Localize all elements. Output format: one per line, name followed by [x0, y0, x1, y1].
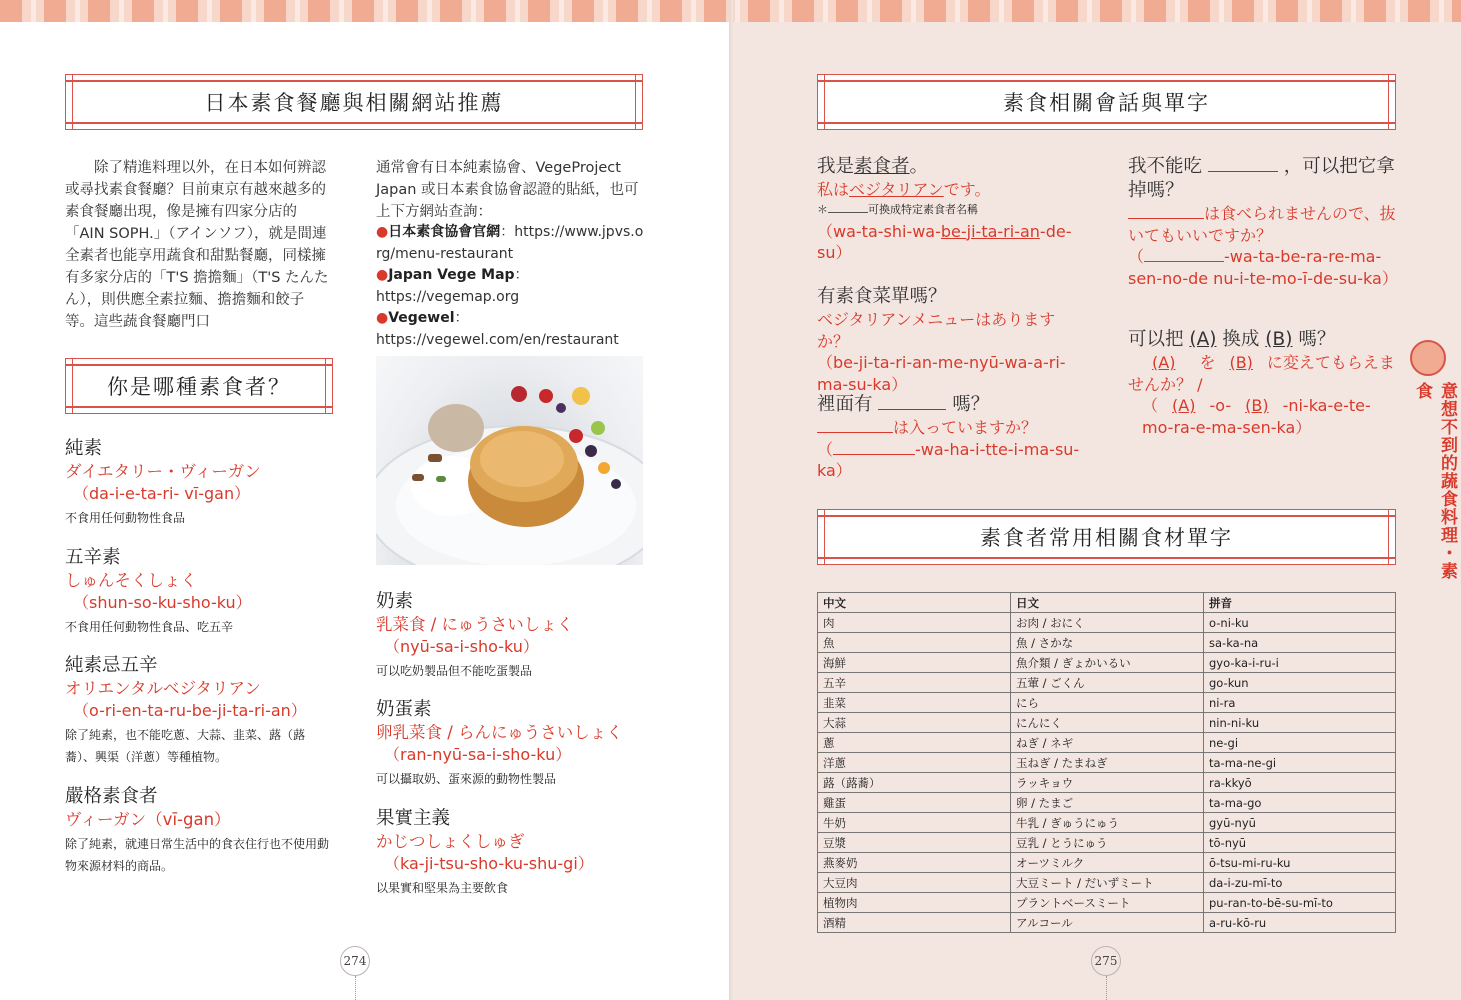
cell-romaji: gyū-nyū [1204, 813, 1396, 833]
cell-chinese: 海鮮 [818, 653, 1011, 673]
phrase-cannot-eat [1128, 155, 1396, 289]
phrase-romaji [817, 439, 1085, 482]
cell-chinese: 大豆肉 [818, 873, 1011, 893]
term-description: 以果實和堅果為主要飲食 [376, 881, 509, 895]
phrase-japanese [1128, 352, 1396, 395]
term-description: 不食用任何動物性食品、吃五辛 [65, 620, 234, 634]
source-link[interactable]: https://vegemap.org [376, 288, 520, 305]
column-header-romaji: 拼音 [1204, 593, 1396, 613]
phrase-text: ，可以把它拿掉嗎？ [1128, 156, 1395, 201]
column-header-chinese: 中文 [818, 593, 1011, 613]
cell-romaji: pu-ran-to-bē-su-mī-to [1204, 893, 1396, 913]
cell-japanese: 魚 / さかな [1011, 633, 1204, 653]
table-row [818, 753, 1396, 773]
phrase-text: （ [817, 439, 834, 459]
table-row [818, 673, 1396, 693]
cell-japanese: 五葷 / ごくん [1011, 673, 1204, 693]
cell-romaji: nin-ni-ku [1204, 713, 1396, 733]
term-japanese: しゅんそくしょく [65, 571, 197, 590]
cell-romaji: go-kun [1204, 673, 1396, 693]
term-romaji: （da-i-e-ta-ri- vī-gan） [73, 484, 251, 503]
phrase-text: 嗎？ [952, 394, 990, 415]
book-fold [729, 0, 733, 1000]
blank-line [1128, 218, 1204, 219]
table-row [818, 733, 1396, 753]
term-description: 除了純素，也不能吃蔥、大蒜、韭菜、蕗（蕗蕎）、興渠（洋蔥）等種植物。 [65, 728, 306, 764]
term-romaji: （o-ri-en-ta-ru-be-ji-ta-ri-an） [73, 701, 307, 720]
cell-chinese: 蕗（蕗蕎） [818, 773, 1011, 793]
right-title-box [817, 74, 1396, 130]
cell-romaji: ra-kkyō [1204, 773, 1396, 793]
term-lacto-ovo [376, 697, 644, 790]
cell-japanese: アルコール [1011, 913, 1204, 933]
cell-japanese: お肉 / おにく [1011, 613, 1204, 633]
blank-line [1144, 261, 1224, 262]
phrase-text: 我不能吃 [1128, 156, 1203, 177]
table-row [818, 613, 1396, 633]
cell-japanese: 卵 / たまご [1011, 793, 1204, 813]
cell-romaji: gyo-ka-i-ru-i [1204, 653, 1396, 673]
term-chinese: 五辛素 [65, 547, 121, 568]
phrase-underlined: 素食者 [854, 156, 910, 177]
table-row [818, 833, 1396, 853]
phrase-text: 。 [909, 156, 929, 177]
cell-romaji: ne-gi [1204, 733, 1396, 753]
note-text: 可換成特定素食者名稱 [868, 202, 978, 216]
cell-chinese: 雞蛋 [818, 793, 1011, 813]
chapter-marker-circle [1410, 340, 1446, 376]
intro-paragraph: 除了精進料理以外，在日本如何辨認或尋找素食餐廳？目前東京有越來越多的素食餐廳出現，像是擁有四家分店的「AIN SOPH.」（アインソフ），就是間連全素者也能享用蔬食和甜點餐廳，同樣擁有多家分店的「T'S 擔擔麵」（T'S たんたん），則供應全素拉麵、擔擔麵和餃子等。這些蔬食餐廳門口 [65, 160, 329, 330]
page-number-line [355, 976, 356, 1000]
cell-japanese: オーツミルク [1011, 853, 1204, 873]
blank-line [828, 212, 868, 213]
table-row [818, 693, 1396, 713]
blank-line [878, 409, 946, 410]
source-item: ●Vegewel：https://vegewel.com/en/restaurant [376, 310, 619, 348]
ingredient-vocab-table [817, 592, 1396, 933]
ingredient-vocab-title-box [817, 509, 1396, 565]
phrase-text: （wa-ta-shi-wa- [817, 221, 941, 241]
source-name: 日本素食協會官網 [388, 224, 501, 240]
cell-japanese: ねぎ / ネギ [1011, 733, 1204, 753]
term-chinese: 純素 [65, 438, 103, 459]
cell-japanese: 豆乳 / とうにゅう [1011, 833, 1204, 853]
cell-japanese: 玉ねぎ / たまねぎ [1011, 753, 1204, 773]
cell-chinese: 豆漿 [818, 833, 1011, 853]
left-title-box [65, 74, 643, 130]
slot-b: (B) [1245, 396, 1269, 415]
vegetarian-types-title: 你是哪種素食者？ [65, 364, 333, 408]
bullet-dot-icon: ● [376, 267, 389, 283]
table-row [818, 893, 1396, 913]
phrase-chinese [1128, 328, 1396, 352]
phrase-text: -ni-ka-e-te-mo-ra-e-ma-sen-ka） [1142, 396, 1371, 437]
phrase-text: 裡面有 [817, 394, 873, 415]
cell-chinese: 植物肉 [818, 893, 1011, 913]
cell-japanese: 牛乳 / ぎゅうにゅう [1011, 813, 1204, 833]
page-number-left: 274 [340, 946, 370, 976]
cell-romaji: ta-ma-go [1204, 793, 1396, 813]
term-fruitarian [376, 806, 644, 899]
right-page-title: 素食相關會話與單字 [817, 80, 1396, 124]
cell-romaji: o-ni-ku [1204, 613, 1396, 633]
term-romaji: （ran-nyū-sa-i-sho-ku） [384, 745, 572, 764]
source-item: ●Japan Vege Map：https://vegemap.org [376, 267, 529, 305]
source-name: Japan Vege Map [388, 267, 515, 283]
phrase-text: は食べられませんので、抜いてもいいですか？ [1128, 204, 1396, 245]
term-japanese: ダイエタリー・ヴィーガン [65, 462, 261, 481]
phrase-chinese [1128, 155, 1396, 203]
term-vegan [65, 436, 333, 529]
column-header-japanese: 日文 [1011, 593, 1204, 613]
term-chinese: 果實主義 [376, 808, 451, 829]
blank-line [817, 432, 893, 433]
term-five-pungent [65, 545, 333, 638]
pancake-plate-image [376, 356, 643, 565]
source-link[interactable]: https://www.jpvs.org/menu-restaurant [376, 224, 644, 262]
cell-romaji: ni-ra [1204, 693, 1396, 713]
slot-a: (A) [1172, 396, 1196, 415]
cell-romaji: tō-nyū [1204, 833, 1396, 853]
phrase-underlined: ベジタリアン [849, 180, 944, 199]
phrase-romaji [1128, 246, 1396, 289]
source-list [376, 222, 646, 351]
phrase-underlined: be-ji-ta-ri-an [940, 221, 1040, 241]
term-chinese: 純素忌五辛 [65, 655, 158, 676]
phrase-chinese [817, 393, 1085, 417]
intro-paragraph-continued: 通常會有日本純素協會、VegeProject Japan 或日本素食協會認證的貼紙，也可上下方網站查詢： [376, 160, 639, 220]
slot-a: (A) [1152, 353, 1176, 372]
cell-chinese: 牛奶 [818, 813, 1011, 833]
phrase-text: に変えてもらえませんか？ / [1128, 353, 1395, 394]
phrase-japanese: ベジタリアンメニューはありますか？ [817, 310, 1056, 351]
phrase-text: 換成 [1222, 329, 1260, 350]
note-asterisk: ＊ [817, 202, 828, 216]
bullet-dot-icon: ● [376, 310, 389, 326]
term-japanese: ヴィーガン（vī-gan） [65, 810, 231, 829]
table-header-row [818, 593, 1396, 613]
table-row [818, 793, 1396, 813]
table-row [818, 713, 1396, 733]
cell-chinese: 洋蔥 [818, 753, 1011, 773]
table-row [818, 633, 1396, 653]
term-chinese: 嚴格素食者 [65, 786, 158, 807]
term-description: 除了純素，就連日常生活中的食衣住行也不使用動物來源材料的商品。 [65, 837, 330, 873]
cell-chinese: 大蒜 [818, 713, 1011, 733]
term-description: 可以吃奶製品但不能吃蛋製品 [376, 664, 533, 678]
phrase-japanese [1128, 203, 1396, 246]
blank-line [1208, 171, 1278, 172]
term-description: 不食用任何動物性食品 [65, 511, 186, 525]
term-romaji: （nyū-sa-i-sho-ku） [384, 637, 539, 656]
source-name: Vegewel [388, 310, 455, 326]
term-oriental-vegetarian [65, 653, 333, 768]
phrase-text: -o- [1209, 396, 1232, 415]
term-strict-vegan [65, 784, 333, 877]
blank-line [833, 454, 915, 455]
phrase-romaji [817, 221, 1085, 264]
pancake-photo [376, 356, 643, 565]
phrase-text: -de-su） [817, 221, 1072, 262]
cell-chinese: 韭菜 [818, 693, 1011, 713]
vegetarian-types-title-box [65, 358, 333, 414]
phrase-text: 我是 [817, 156, 855, 177]
source-link[interactable]: https://vegewel.com/en/restaurant [376, 331, 619, 348]
cell-romaji: ta-ma-ne-gi [1204, 753, 1396, 773]
chapter-title-vertical: 意想不到的蔬食料理・素食 [1412, 382, 1457, 580]
source-item: ●日本素食協會官網：https://www.jpvs.org/menu-restaurant [376, 224, 644, 262]
phrase-chinese: 有素食菜單嗎？ [817, 286, 947, 307]
cell-chinese: 肉 [818, 613, 1011, 633]
phrase-romaji: （be-ji-ta-ri-an-me-nyū-wa-a-ri-ma-su-ka） [817, 353, 1066, 394]
cell-romaji: sa-ka-na [1204, 633, 1396, 653]
phrase-vegetarian-menu [817, 285, 1085, 395]
table-row [818, 773, 1396, 793]
table-row [818, 873, 1396, 893]
cell-chinese: 酒精 [818, 913, 1011, 933]
term-chinese: 奶蛋素 [376, 699, 432, 720]
cell-chinese: 魚 [818, 633, 1011, 653]
bullet-dot-icon: ● [376, 224, 389, 240]
cell-chinese: 燕麥奶 [818, 853, 1011, 873]
cell-romaji: da-i-zu-mī-to [1204, 873, 1396, 893]
slot-a: (A) [1189, 329, 1217, 350]
term-romaji: （ka-ji-tsu-sho-ku-shu-gi） [384, 854, 594, 873]
cell-japanese: にら [1011, 693, 1204, 713]
page-number-right: 275 [1091, 946, 1121, 976]
cell-japanese: にんにく [1011, 713, 1204, 733]
phrase-text: 私は [817, 180, 850, 199]
phrase-note [817, 201, 1085, 219]
phrase-japanese [817, 179, 1085, 201]
term-description: 可以攝取奶、蛋來源的動物性製品 [376, 772, 557, 786]
phrase-japanese [817, 417, 1085, 439]
phrase-text: です。 [943, 180, 991, 199]
cell-japanese: ラッキョウ [1011, 773, 1204, 793]
term-lacto [376, 589, 644, 682]
page-number-line [1106, 976, 1107, 1000]
table-row [818, 653, 1396, 673]
cell-japanese: 魚介類 / ぎょかいるい [1011, 653, 1204, 673]
term-japanese: オリエンタルベジタリアン [65, 679, 261, 698]
table-row [818, 853, 1396, 873]
ingredient-vocab-title: 素食者常用相關食材單字 [817, 515, 1396, 559]
slot-b: (B) [1229, 353, 1253, 372]
phrase-text: （ [1142, 396, 1159, 415]
phrase-text: を [1199, 353, 1216, 372]
phrase-text: は入っていますか？ [893, 418, 1038, 437]
term-japanese: かじつしょくしゅぎ [376, 832, 525, 851]
table-row [818, 913, 1396, 933]
cell-japanese: 大豆ミート / だいずミート [1011, 873, 1204, 893]
phrase-text: （ [1128, 247, 1145, 266]
term-japanese: 乳菜食 / にゅうさいしょく [376, 615, 574, 634]
term-chinese: 奶素 [376, 591, 414, 612]
cell-romaji: ō-tsu-mi-ru-ku [1204, 853, 1396, 873]
phrase-text: 可以把 [1128, 329, 1184, 350]
term-romaji: （shun-so-ku-sho-ku） [73, 593, 252, 612]
phrase-text: 嗎？ [1298, 329, 1336, 350]
left-page-title: 日本素食餐廳與相關網站推薦 [65, 80, 643, 124]
term-japanese: 卵乳菜食 / らんにゅうさいしょく [376, 723, 623, 742]
phrase-chinese [817, 155, 1085, 179]
cell-chinese: 蔥 [818, 733, 1011, 753]
phrase-does-it-contain [817, 393, 1085, 482]
table-row [818, 813, 1396, 833]
slot-b: (B) [1265, 329, 1293, 350]
phrase-romaji [1128, 395, 1396, 438]
chapter-side-tab [1410, 340, 1457, 582]
phrase-text: -wa-ta-be-ra-re-ma-sen-no-de nu-i-te-mo-ī-de-su-ka） [1128, 247, 1398, 288]
phrase-can-you-replace [1128, 328, 1396, 438]
phrase-i-am-vegetarian [817, 155, 1085, 264]
cell-japanese: プラントベースミート [1011, 893, 1204, 913]
cell-romaji: a-ru-kō-ru [1204, 913, 1396, 933]
phrase-text: -wa-ha-i-tte-i-ma-su-ka） [817, 439, 1080, 480]
cell-chinese: 五辛 [818, 673, 1011, 693]
